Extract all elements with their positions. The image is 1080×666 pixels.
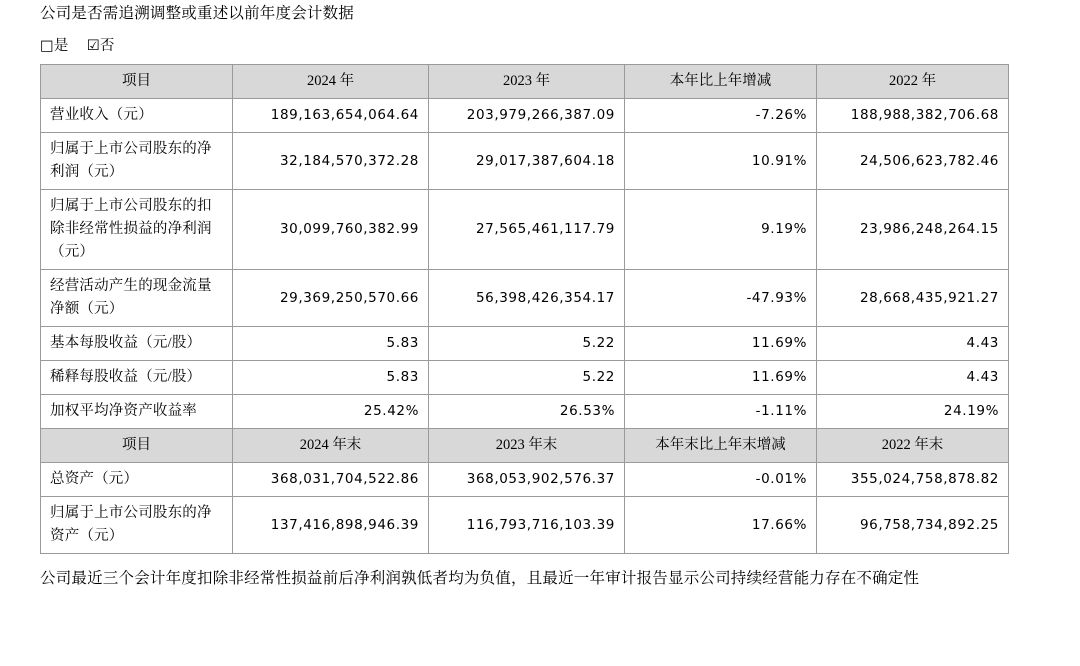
table-header-row-annual — [41, 65, 1009, 99]
row-label: 稀释每股收益（元/股） — [41, 361, 233, 395]
footnote-text: 公司最近三个会计年度扣除非经常性损益前后净利润孰低者均为负值，且最近一年审计报告显示公司持续经营能力存在不确定性 — [40, 570, 920, 587]
row-value-2023: 116,793,716,103.39 — [429, 497, 625, 554]
row-label: 基本每股收益（元/股） — [41, 327, 233, 361]
table-row — [41, 395, 1009, 429]
row-value-change: 10.91% — [625, 133, 817, 190]
row-value-change: -7.26% — [625, 99, 817, 133]
answer-options — [40, 24, 1040, 64]
row-label: 归属于上市公司股东的净资产（元） — [41, 497, 233, 554]
column-header-2024-end: 2024 年末 — [233, 429, 429, 463]
column-header-item: 项目 — [41, 65, 233, 99]
row-value-2022: 4.43 — [817, 361, 1009, 395]
checkbox-option-no[interactable]: ☑否 — [86, 38, 115, 54]
row-value-change: 17.66% — [625, 497, 817, 554]
row-value-change: 9.19% — [625, 190, 817, 270]
row-value-2023: 56,398,426,354.17 — [429, 270, 625, 327]
row-value-change: -47.93% — [625, 270, 817, 327]
column-header-item: 项目 — [41, 429, 233, 463]
row-label: 归属于上市公司股东的净利润（元） — [41, 133, 233, 190]
row-value-2022: 23,986,248,264.15 — [817, 190, 1009, 270]
row-value-2022: 355,024,758,878.82 — [817, 463, 1009, 497]
row-label: 总资产（元） — [41, 463, 233, 497]
row-value-2024: 5.83 — [233, 327, 429, 361]
column-header-change: 本年比上年增减 — [625, 65, 817, 99]
table-row — [41, 99, 1009, 133]
row-value-2022: 96,758,734,892.25 — [817, 497, 1009, 554]
column-header-2024: 2024 年 — [233, 65, 429, 99]
row-value-2022: 24,506,623,782.46 — [817, 133, 1009, 190]
row-value-change: -1.11% — [625, 395, 817, 429]
row-label: 加权平均净资产收益率 — [41, 395, 233, 429]
row-value-change: -0.01% — [625, 463, 817, 497]
row-value-2024: 189,163,654,064.64 — [233, 99, 429, 133]
table-row — [41, 190, 1009, 270]
checkbox-option-yes[interactable]: □是 — [40, 38, 69, 54]
row-value-change: 11.69% — [625, 327, 817, 361]
row-value-2024: 30,099,760,382.99 — [233, 190, 429, 270]
row-label: 营业收入（元） — [41, 99, 233, 133]
column-header-2023: 2023 年 — [429, 65, 625, 99]
row-value-2022: 28,668,435,921.27 — [817, 270, 1009, 327]
column-header-2023-end: 2023 年末 — [429, 429, 625, 463]
row-value-change: 11.69% — [625, 361, 817, 395]
financial-summary-table — [40, 64, 1009, 554]
row-value-2023: 5.22 — [429, 361, 625, 395]
row-value-2024: 368,031,704,522.86 — [233, 463, 429, 497]
column-header-2022: 2022 年 — [817, 65, 1009, 99]
table-row — [41, 133, 1009, 190]
row-label: 经营活动产生的现金流量净额（元） — [41, 270, 233, 327]
row-value-2023: 203,979,266,387.09 — [429, 99, 625, 133]
table-header-row-yearend — [41, 429, 1009, 463]
table-row — [41, 497, 1009, 554]
row-value-2022: 188,988,382,706.68 — [817, 99, 1009, 133]
row-value-2024: 5.83 — [233, 361, 429, 395]
column-header-2022-end: 2022 年末 — [817, 429, 1009, 463]
table-row — [41, 270, 1009, 327]
row-value-2022: 4.43 — [817, 327, 1009, 361]
row-value-2023: 29,017,387,604.18 — [429, 133, 625, 190]
table-row — [41, 361, 1009, 395]
row-value-2024: 137,416,898,946.39 — [233, 497, 429, 554]
table-row — [41, 327, 1009, 361]
row-value-2024: 32,184,570,372.28 — [233, 133, 429, 190]
row-value-2023: 5.22 — [429, 327, 625, 361]
row-value-2024: 29,369,250,570.66 — [233, 270, 429, 327]
column-header-change-end: 本年末比上年末增减 — [625, 429, 817, 463]
row-value-2023: 368,053,902,576.37 — [429, 463, 625, 497]
row-label: 归属于上市公司股东的扣除非经常性损益的净利润（元） — [41, 190, 233, 270]
row-value-2023: 26.53% — [429, 395, 625, 429]
question-text: 公司是否需追溯调整或重述以前年度会计数据 — [40, 5, 355, 22]
row-value-2023: 27,565,461,117.79 — [429, 190, 625, 270]
row-value-2024: 25.42% — [233, 395, 429, 429]
row-value-2022: 24.19% — [817, 395, 1009, 429]
table-row — [41, 463, 1009, 497]
